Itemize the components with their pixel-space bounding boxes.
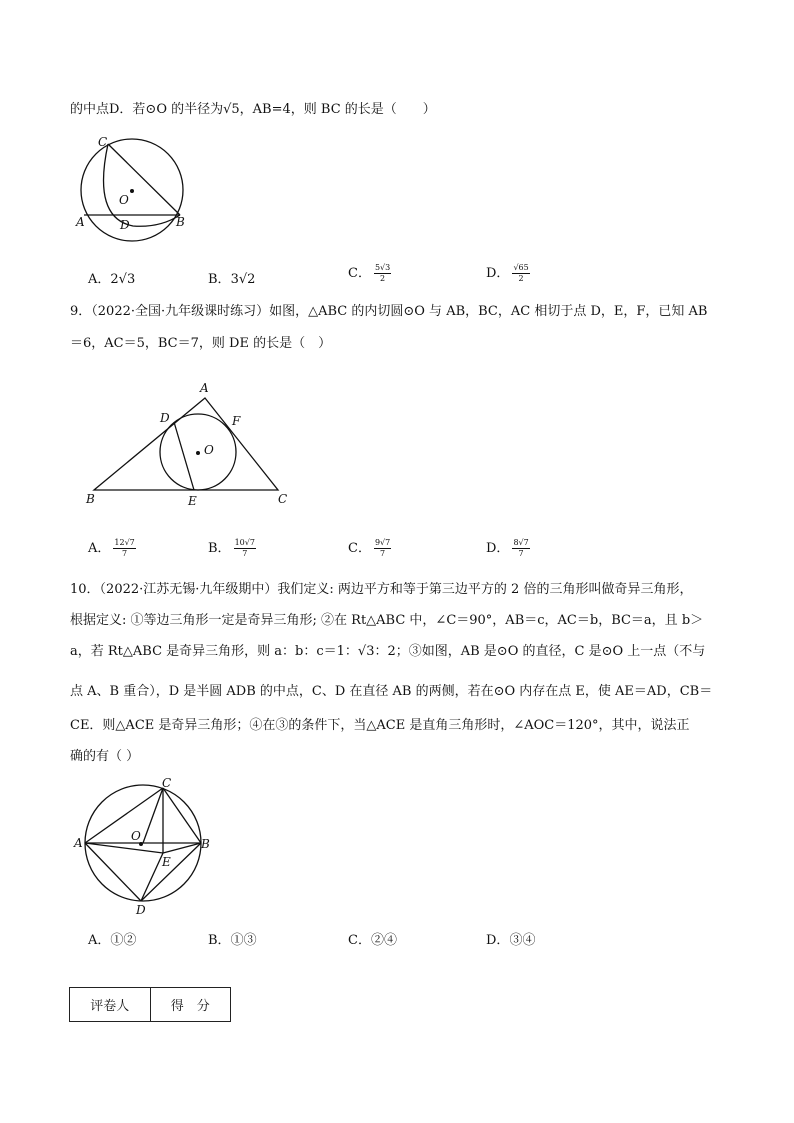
- q8-label-B: B: [176, 215, 185, 229]
- q8-label-C: C: [98, 135, 108, 149]
- q10-option-d[interactable]: [486, 929, 535, 948]
- q10-option-b[interactable]: [208, 929, 257, 948]
- q10-label-A: A: [74, 836, 83, 850]
- option-letter: A．: [88, 272, 111, 287]
- denominator: 2: [518, 274, 524, 283]
- numerator: √65: [513, 263, 529, 272]
- q9-label-E: E: [188, 494, 197, 508]
- denominator: 2: [380, 274, 386, 283]
- q10-label-E: E: [162, 855, 171, 869]
- option-letter: B．: [208, 541, 231, 556]
- q10-stem-line2: 根据定义: ①等边三角形一定是奇异三角形; ②在 Rt△ABC 中，∠C＝90°，AB＝c，AC＝b，BC＝a，且 b＞: [70, 613, 704, 628]
- numerator: 9√7: [374, 538, 391, 547]
- q10-stem-line5: CE．则△ACE 是奇异三角形；④在③的条件下，当△ACE 是直角三角形时，∠AOC＝120°，其中，说法正: [70, 718, 690, 733]
- q9-stem-line2: ＝6，AC＝5，BC＝7，则 DE 的长是（ ）: [70, 336, 332, 351]
- option-value: ①②: [110, 933, 137, 948]
- option-letter: A．: [88, 541, 111, 556]
- score-cell[interactable]: 得 分: [170, 999, 210, 1014]
- numerator: 5√3: [374, 263, 391, 272]
- score-table: [69, 987, 231, 1022]
- option-letter: C．: [348, 933, 371, 948]
- numerator: 8√7: [513, 538, 529, 547]
- option-value: ②④: [370, 933, 397, 948]
- option-letter: C．: [348, 541, 371, 556]
- q8-label-O: O: [119, 193, 129, 207]
- q9-label-B: B: [86, 492, 95, 506]
- q8-stem-post: ，AB=4，则 BC 的长是（ ）: [239, 102, 436, 117]
- denominator: 7: [122, 549, 128, 558]
- q8-label-D: D: [120, 218, 130, 232]
- option-letter: B．: [208, 272, 231, 287]
- q8-stem-pre: 的中点D．若⊙O 的半径为: [70, 102, 224, 117]
- q10-stem-line1: 10．（2022·江苏无锡·九年级期中）我们定义: 两边平方和等于第三边平方的 2 倍的三角形叫做奇异三角形，: [70, 582, 693, 597]
- q10-label-C: C: [162, 776, 172, 790]
- q9-label-F: F: [232, 414, 241, 428]
- q10-label-O: O: [131, 829, 141, 843]
- option-letter: B．: [208, 933, 231, 948]
- denominator: 7: [380, 549, 386, 558]
- q10-stem-line3: a，若 Rt△ABC 是奇异三角形，则 a：b：c＝1：√3：2；③如图，AB 是⊙O 的直径，C 是⊙O 上一点（不与: [70, 644, 706, 659]
- q10-option-a[interactable]: [88, 929, 136, 948]
- denominator: 7: [242, 549, 248, 558]
- q10-stem-line6: 确的有（ ）: [70, 749, 140, 764]
- q10-label-B: B: [201, 837, 210, 851]
- option-value: ③④: [509, 933, 536, 948]
- numerator: 10√7: [234, 538, 255, 547]
- option-letter: D．: [486, 541, 510, 556]
- q10-stem-line4: 点 A、B 重合），D 是半圆 ADB 的中点，C、D 在直径 AB 的两侧，若在⊙O 内存在点 E，使 AE＝AD，CB＝: [70, 684, 713, 699]
- option-value: ①③: [230, 933, 257, 948]
- q8-radius: √5: [223, 102, 240, 117]
- option-value: 2√3: [110, 272, 136, 287]
- q10-option-c[interactable]: [348, 929, 397, 948]
- option-letter: D．: [486, 933, 510, 948]
- reviewer-cell[interactable]: 评卷人: [70, 988, 151, 1021]
- q9-label-D: D: [160, 411, 170, 425]
- option-letter: D．: [486, 266, 510, 281]
- option-letter: A．: [88, 933, 111, 948]
- denominator: 7: [518, 549, 524, 558]
- q8-label-A: A: [76, 215, 85, 229]
- q9-label-A: A: [200, 381, 209, 395]
- q9-label-O: O: [204, 443, 214, 457]
- option-letter: C．: [348, 266, 371, 281]
- q10-label-D: D: [136, 903, 146, 917]
- q9-label-C: C: [278, 492, 288, 506]
- q9-stem-line1: 9．（2022·全国·九年级课时练习）如图，△ABC 的内切圆⊙O 与 AB，BC，AC 相切于点 D，E，F，已知 AB: [70, 304, 708, 319]
- option-value: 3√2: [230, 272, 256, 287]
- numerator: 12√7: [114, 538, 135, 547]
